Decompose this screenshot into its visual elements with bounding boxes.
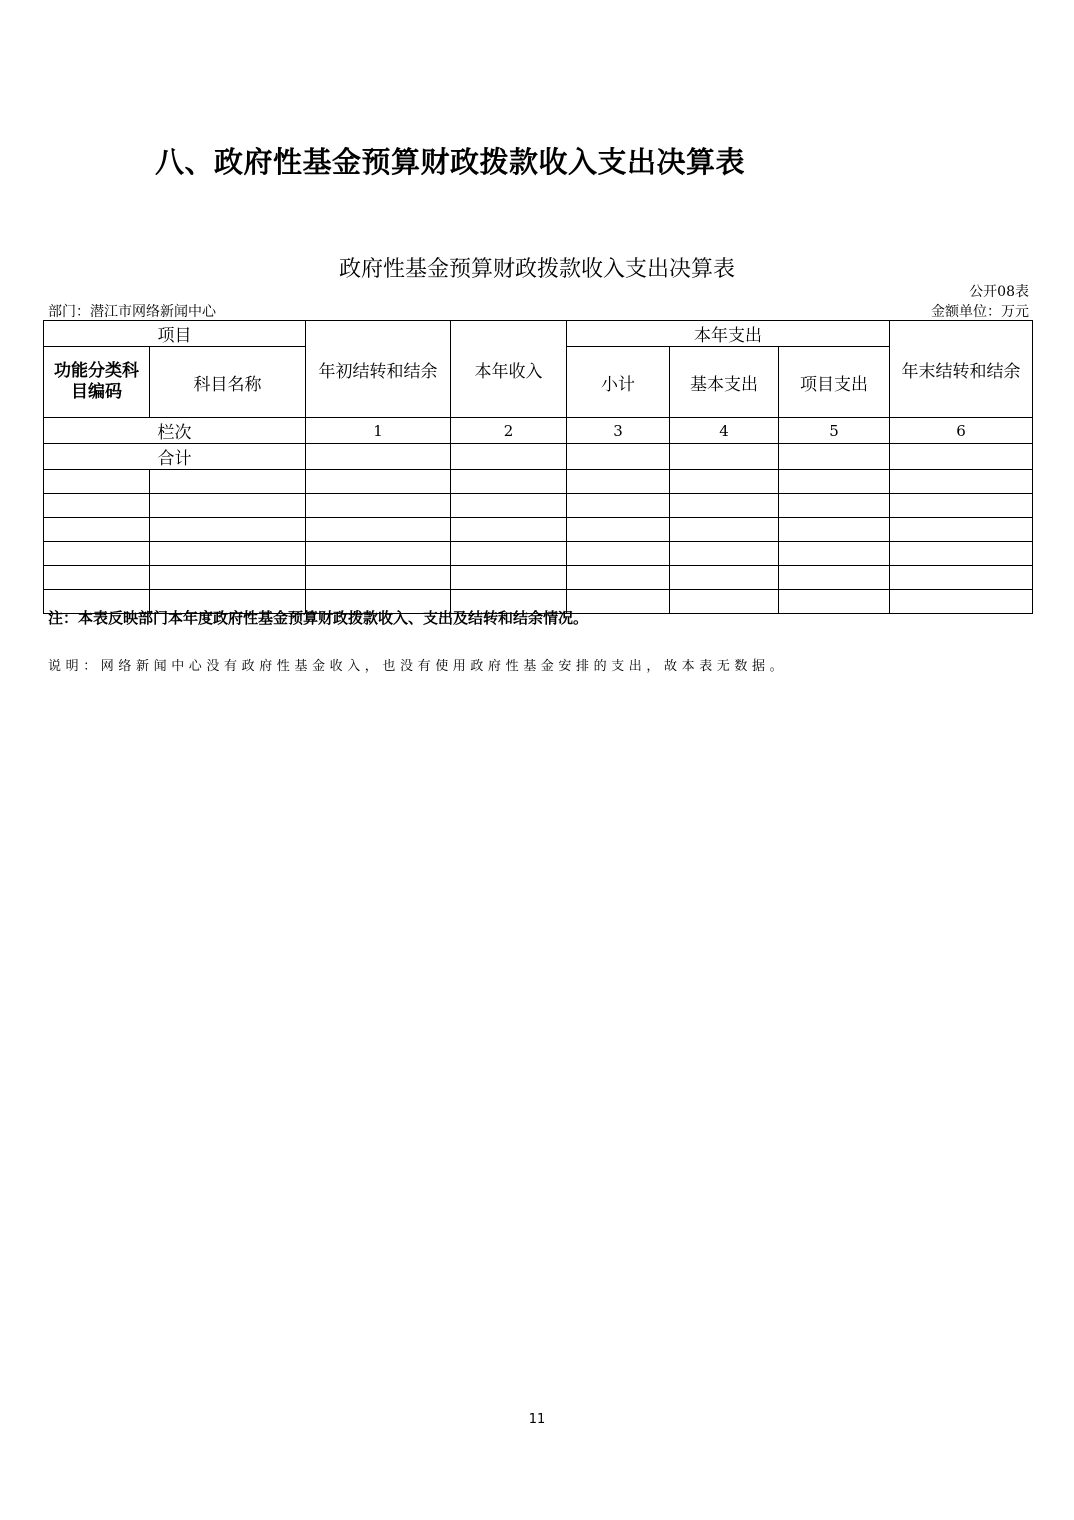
table-cell xyxy=(150,518,306,542)
table-row xyxy=(44,470,1033,494)
header-current-income: 本年收入 xyxy=(451,321,567,418)
header-subject-name: 科目名称 xyxy=(150,347,306,418)
total-cell xyxy=(451,444,567,470)
table-cell xyxy=(306,566,451,590)
column-number-row xyxy=(44,418,1033,444)
total-cell xyxy=(779,444,890,470)
table-cell xyxy=(567,542,670,566)
table-cell xyxy=(779,590,890,614)
table-row xyxy=(44,518,1033,542)
table-cell xyxy=(670,470,779,494)
table-cell xyxy=(44,470,150,494)
table-cell xyxy=(306,518,451,542)
table-cell xyxy=(306,542,451,566)
table-cell xyxy=(567,494,670,518)
table-cell xyxy=(451,542,567,566)
table-cell xyxy=(306,470,451,494)
header-subtotal: 小计 xyxy=(567,347,670,418)
table-cell xyxy=(150,566,306,590)
table-explanation: 说明：网络新闻中心没有政府性基金收入，也没有使用政府性基金安排的支出，故本表无数据。 xyxy=(48,659,788,674)
table-cell xyxy=(306,494,451,518)
table-cell xyxy=(890,470,1033,494)
header-item: 项目 xyxy=(44,321,306,347)
budget-table xyxy=(43,320,1033,614)
column-number-1: 1 xyxy=(306,418,451,444)
column-number-3: 3 xyxy=(567,418,670,444)
table-cell xyxy=(44,518,150,542)
table-cell xyxy=(779,494,890,518)
header-begin-balance: 年初结转和结余 xyxy=(306,321,451,418)
table-row xyxy=(44,542,1033,566)
table-cell xyxy=(670,590,779,614)
table-cell xyxy=(44,566,150,590)
header-current-expense: 本年支出 xyxy=(567,321,890,347)
table-cell xyxy=(150,542,306,566)
column-number-4: 4 xyxy=(670,418,779,444)
page-number: 11 xyxy=(528,1412,546,1427)
header-row-1 xyxy=(44,321,1033,347)
table-cell xyxy=(567,566,670,590)
header-end-balance: 年末结转和结余 xyxy=(890,321,1033,418)
table-row xyxy=(44,566,1033,590)
header-project-expense: 项目支出 xyxy=(779,347,890,418)
table-cell xyxy=(890,518,1033,542)
table-cell xyxy=(451,518,567,542)
table-cell xyxy=(44,494,150,518)
table-cell xyxy=(670,566,779,590)
total-label: 合计 xyxy=(44,444,306,470)
table-cell xyxy=(890,494,1033,518)
table-cell xyxy=(567,470,670,494)
total-cell xyxy=(306,444,451,470)
table-cell xyxy=(567,518,670,542)
table-cell xyxy=(670,542,779,566)
table-cell xyxy=(890,590,1033,614)
table-cell xyxy=(779,518,890,542)
table-cell xyxy=(150,494,306,518)
column-number-2: 2 xyxy=(451,418,567,444)
column-number-5: 5 xyxy=(779,418,890,444)
column-number-label: 栏次 xyxy=(44,418,306,444)
table-cell xyxy=(451,566,567,590)
table-cell xyxy=(451,494,567,518)
table-row xyxy=(44,494,1033,518)
total-cell xyxy=(890,444,1033,470)
total-row xyxy=(44,444,1033,470)
total-cell xyxy=(670,444,779,470)
table-note: 注：本表反映部门本年度政府性基金预算财政拨款收入、支出及结转和结余情况。 xyxy=(48,609,589,627)
department-label: 部门：潜江市网络新闻中心 xyxy=(48,304,216,320)
total-cell xyxy=(567,444,670,470)
form-code: 公开08表 xyxy=(969,284,1029,300)
table-cell xyxy=(670,494,779,518)
table-cell xyxy=(890,566,1033,590)
table-cell xyxy=(44,542,150,566)
page-heading: 八、政府性基金预算财政拨款收入支出决算表 xyxy=(155,145,746,179)
table-cell xyxy=(670,518,779,542)
table-cell xyxy=(779,542,890,566)
table-cell xyxy=(890,542,1033,566)
table-cell xyxy=(779,470,890,494)
column-number-6: 6 xyxy=(890,418,1033,444)
unit-label: 金额单位：万元 xyxy=(931,304,1029,320)
header-basic-expense: 基本支出 xyxy=(670,347,779,418)
table-cell xyxy=(779,566,890,590)
table-cell xyxy=(451,470,567,494)
table-title: 政府性基金预算财政拨款收入支出决算表 xyxy=(338,257,735,282)
header-function-code: 功能分类科目编码 xyxy=(44,347,150,418)
table-cell xyxy=(150,470,306,494)
